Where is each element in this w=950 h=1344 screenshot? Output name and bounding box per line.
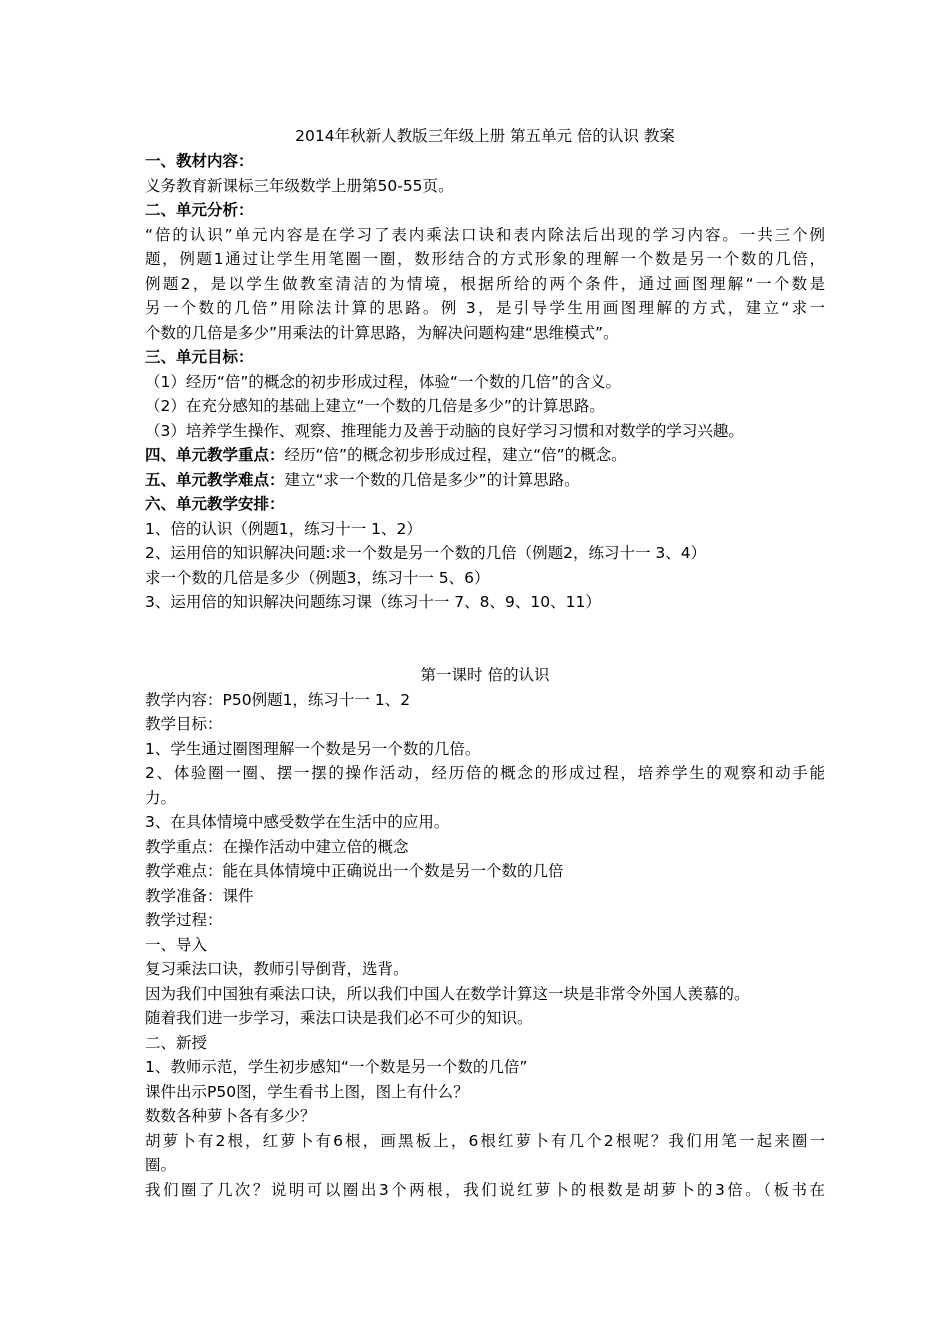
section-heading-goals: 三、单元目标： bbox=[145, 348, 254, 366]
analysis-line: “倍的认识”单元内容是在学习了表内乘法口诀和表内除法后出现的学习内容。一共三个例 bbox=[145, 225, 825, 244]
lesson-line: 课件出示P50图，学生看书上图，图上有什么？ bbox=[145, 1082, 469, 1101]
document-content bbox=[145, 124, 825, 1202]
goal-item: （2）在充分感知的基础上建立“一个数的几倍是多少”的计算思路。 bbox=[145, 397, 605, 415]
analysis-line: 题，例题1通过让学生用笔圈一圈，数形结合的方式形象的理解一个数是另一个数的几倍， bbox=[145, 250, 825, 268]
schedule-item: 3、运用倍的知识解决问题练习课（练习十一 7、8、9、10、11） bbox=[145, 593, 601, 611]
lesson-line: 复习乘法口诀，教师引导倒背，选背。 bbox=[145, 960, 409, 978]
lesson-line: 力。 bbox=[145, 788, 177, 807]
lesson-line: 1、学生通过圈图理解一个数是另一个数的几倍。 bbox=[145, 739, 481, 758]
key-points-row bbox=[145, 443, 825, 468]
section-text-materials: 义务教育新课标三年级数学上册第50-55页。 bbox=[145, 176, 454, 195]
lesson-line: 一、导入 bbox=[145, 935, 208, 954]
difficulties-text: 建立“求一个数的几倍是多少”的计算思路。 bbox=[284, 470, 580, 489]
section-heading-schedule: 六、单元教学安排： bbox=[145, 495, 285, 513]
goal-item: （1）经历“倍”的概念的初步形成过程，体验“一个数的几倍”的含义。 bbox=[145, 372, 621, 391]
lesson-line: 教学难点：能在具体情境中正确说出一个数是另一个数的几倍 bbox=[145, 862, 564, 880]
lesson-line: 圈。 bbox=[145, 1156, 177, 1174]
schedule-item: 求一个数的几倍是多少（例题3，练习十一 5、6） bbox=[145, 568, 490, 587]
schedule-item: 2、运用倍的知识解决问题:求一个数是另一个数的几倍（例题2，练习十一 3、4） bbox=[145, 544, 707, 562]
lesson-line: 教学内容：P50例题1，练习十一 1、2 bbox=[145, 690, 411, 709]
section-heading-difficulties: 五、单元教学难点： bbox=[145, 470, 285, 489]
section-heading-key-points: 四、单元教学重点： bbox=[145, 446, 285, 464]
lesson-line: 胡萝卜有2根，红萝卜有6根，画黑板上，6根红萝卜有几个2根呢？我们用笔一起来圈一 bbox=[145, 1131, 825, 1150]
lesson-line: 教学准备：课件 bbox=[145, 886, 254, 905]
lesson-line: 教学过程： bbox=[145, 911, 223, 929]
analysis-line: 另一个数的几倍”用除法计算的思路。例 3，是引导学生用画图理解的方式，建立“求一 bbox=[145, 299, 825, 317]
lesson-line: 1、教师示范，学生初步感知“一个数是另一个数的几倍” bbox=[145, 1058, 528, 1076]
document-title: 2014年秋新人教版三年级上册 第五单元 倍的认识 教案 bbox=[295, 127, 675, 145]
analysis-line: 例题2，是以学生做教室清洁的为情境，根据所给的两个条件，通过画图理解“一个数是 bbox=[145, 274, 825, 293]
lesson-line: 3、在具体情境中感受数学在生活中的应用。 bbox=[145, 813, 450, 831]
analysis-line: 个数的几倍是多少”用乘法的计算思路，为解决问题构建“思维模式”。 bbox=[145, 323, 619, 342]
lesson-title: 第一课时 倍的认识 bbox=[420, 665, 550, 684]
lesson-line: 我们圈了几次？说明可以圈出3个两根，我们说红萝卜的根数是胡萝卜的3倍。（板书在 bbox=[145, 1180, 825, 1199]
difficulties-row bbox=[145, 468, 825, 493]
lesson-line: 教学重点：在操作活动中建立倍的概念 bbox=[145, 837, 409, 856]
lesson-line: 随着我们进一步学习，乘法口诀是我们必不可少的知识。 bbox=[145, 1009, 533, 1027]
section-heading-analysis: 二、单元分析： bbox=[145, 201, 254, 219]
key-points-text: 经历“倍”的概念初步形成过程，建立“倍”的概念。 bbox=[284, 446, 627, 464]
goal-item: （3）培养学生操作、观察、推理能力及善于动脑的良好学习习惯和对数学的学习兴趣。 bbox=[145, 421, 744, 440]
lesson-line: 二、新授 bbox=[145, 1033, 208, 1052]
lesson-line: 2、体验圈一圈、摆一摆的操作活动，经历倍的概念的形成过程，培养学生的观察和动手能 bbox=[145, 764, 825, 782]
schedule-item: 1、倍的认识（例题1，练习十一 1、2） bbox=[145, 519, 422, 538]
lesson-line: 因为我们中国独有乘法口诀，所以我们中国人在数学计算这一块是非常令外国人羡慕的。 bbox=[145, 984, 750, 1003]
section-heading-materials: 一、教材内容： bbox=[145, 152, 254, 170]
lesson-line: 数数各种萝卜各有多少？ bbox=[145, 1107, 316, 1125]
lesson-line: 教学目标： bbox=[145, 715, 223, 733]
